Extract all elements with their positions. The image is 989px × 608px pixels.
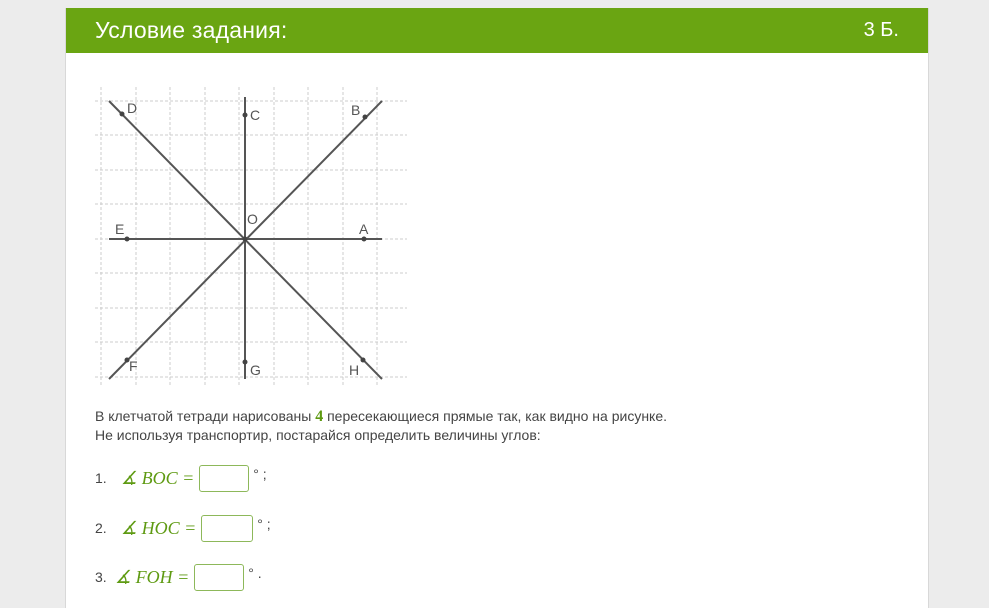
label-c: C [250, 107, 261, 123]
label-f: F [129, 358, 138, 374]
answer-input-hoc[interactable] [201, 515, 253, 542]
statement-line-2: Не используя транспортир, постарайся определить величины углов: [95, 427, 541, 443]
label-d: D [127, 100, 138, 116]
question-1 [95, 462, 267, 494]
angle-expression: ∡ FOH = [115, 566, 190, 587]
task-card [65, 8, 929, 608]
answer-input-boc[interactable] [199, 465, 249, 492]
label-b: B [351, 102, 361, 118]
answer-input-foh[interactable] [194, 564, 244, 591]
statement-text-before: В клетчатой тетради нарисованы [95, 408, 316, 424]
task-header [66, 8, 928, 53]
question-3 [95, 561, 262, 593]
statement-line-1 [95, 407, 667, 426]
point-b [363, 115, 368, 120]
label-a: A [359, 221, 369, 237]
label-e: E [115, 221, 125, 237]
question-number: 1. [95, 470, 107, 486]
point-h [361, 358, 366, 363]
statement-text-after: пересекающиеся прямые так, как видно на рисунке. [323, 408, 668, 424]
degree-unit: ° ; [253, 466, 267, 482]
task-statement [95, 407, 667, 445]
grid [95, 87, 407, 387]
lines-count: 4 [315, 408, 324, 425]
point-o [243, 237, 248, 242]
task-points: 3 Б. [863, 19, 899, 41]
point-e [125, 237, 130, 242]
angle-expression: ∡ BOC = [121, 467, 195, 488]
question-2 [95, 512, 271, 544]
point-a [362, 237, 367, 242]
label-h: H [349, 362, 360, 378]
question-number: 3. [95, 569, 107, 585]
lines-diagram [95, 87, 415, 387]
task-title: Условие задания: [95, 17, 288, 43]
point-d [120, 112, 125, 117]
point-c [243, 113, 248, 118]
degree-unit: ° . [248, 565, 262, 581]
label-o: O [247, 211, 258, 227]
degree-unit: ° ; [257, 516, 271, 532]
geometry-figure [95, 87, 415, 387]
point-g [243, 360, 248, 365]
angle-expression: ∡ HOC = [121, 517, 197, 538]
question-number: 2. [95, 520, 107, 536]
label-g: G [250, 362, 261, 378]
